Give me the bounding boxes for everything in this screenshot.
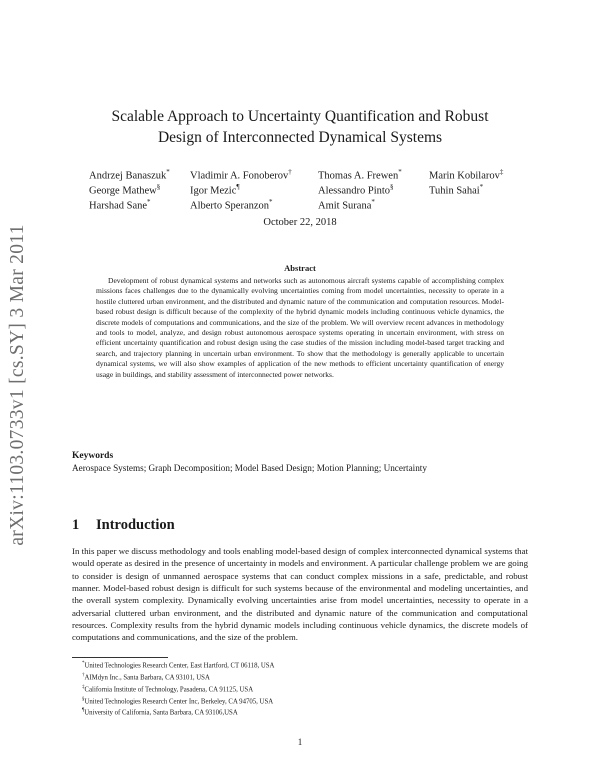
author-name: Igor Mezic¶ — [190, 183, 240, 197]
section-heading — [72, 517, 175, 534]
author-name: Harshad Sane* — [89, 198, 151, 212]
footnotes — [82, 659, 274, 718]
title-line-1: Scalable Approach to Uncertainty Quantification and Robust — [111, 108, 489, 125]
abstract-heading: Abstract — [284, 263, 316, 273]
title-line-2: Design of Interconnected Dynamical Systems — [157, 129, 443, 146]
author-name: Thomas A. Frewen* — [318, 168, 402, 182]
footnote: ¶University of California, Santa Barbara, CA 93106,USA — [82, 708, 238, 717]
introduction-text: In this paper we discuss methodology and tools enabling model-based design of complex interconnected dynamical systems that would operate as desired in the presence of uncertainty in models and environment. A particular challenge problem we are going to consider is design of unmanned aerospace systems that can conduct complex missions in a safe, predictable, and robust manner. Model-based robust design is difficult for such systems because of the environmental and modeling uncertainties, and the overall system complexity. Dynamically evolving uncertainties arise from model uncertainties, necessity to operate in a adversarial cluttered urban environment, and the distributed and dynamic nature of the communication and computational resources. Complexity results from the hybrid dynamic models including continuous vehicle dynamics, the discrete models of computations and communications, and the size of the problem. — [72, 546, 528, 643]
arxiv-stamp-text: arXiv:1103.0733v1 [cs.SY] 3 Mar 2011 — [7, 224, 28, 546]
section-title: Introduction — [96, 517, 175, 533]
keywords-text: Aerospace Systems; Graph Decomposition; Model Based Design; Motion Planning; Uncertainty — [72, 463, 427, 473]
footnote: †AIMdyn Inc., Santa Barbara, CA 93101, USA — [82, 672, 210, 682]
keywords-heading: Keywords — [72, 451, 114, 461]
author-name: Alessandro Pinto§ — [318, 183, 394, 197]
author-name: Alberto Speranzon* — [190, 198, 273, 212]
section-number: 1 — [72, 517, 80, 533]
author-name: Vladimir A. Fonoberov† — [190, 168, 292, 182]
author-name: Andrzej Banaszuk* — [89, 168, 170, 182]
footnote: *United Technologies Research Center, East Hartford, CT 06118, USA — [82, 661, 275, 670]
author-name: George Mathew§ — [89, 183, 161, 197]
footnote: §United Technologies Research Center Inc, Berkeley, CA 94705, USA — [82, 696, 274, 705]
author-name: Marin Kobilarov‡ — [429, 168, 504, 182]
author-name: Amit Surana* — [318, 198, 375, 212]
paper-title — [60, 106, 540, 148]
publication-date: October 22, 2018 — [263, 217, 337, 228]
footnote: ‡California Institute of Technology, Pasadena, CA 91125, USA — [82, 684, 254, 693]
footnote-rule — [72, 657, 168, 658]
arxiv-stamp — [2, 205, 34, 565]
page-number: 1 — [297, 737, 303, 747]
author-name: Tuhin Sahai* — [429, 183, 484, 197]
abstract-text: Development of robust dynamical systems and networks such as autonomous aircraft systems capable of accomplishing complex missions faces challenges due to the dynamically evolving uncertainties coming from model uncertainties, necessity to operate in a hostile cluttered urban environment, and the distributed and dynamic nature of the communication and computation resources. Model-based robust design is difficult because of the complexity of the hybrid dynamic models including continuous vehicle dynamics, the discrete models of computations and communications, and the size of the problem. We will overview recent advances in methodology and tools to model, analyze, and design robust autonomous aerospace systems operating in uncertain environment, with stress on efficient uncertainty quantification and robust design using the case studies of the mission including model-based target tracking and search, and trajectory planning in uncertain urban environment. To show that the methodology is generally applicable to uncertain dynamical systems, we will also show examples of application of the new methods to efficient uncertainty quantification of energy usage in buildings, and stability assessment of interconnected power networks. — [96, 276, 504, 379]
